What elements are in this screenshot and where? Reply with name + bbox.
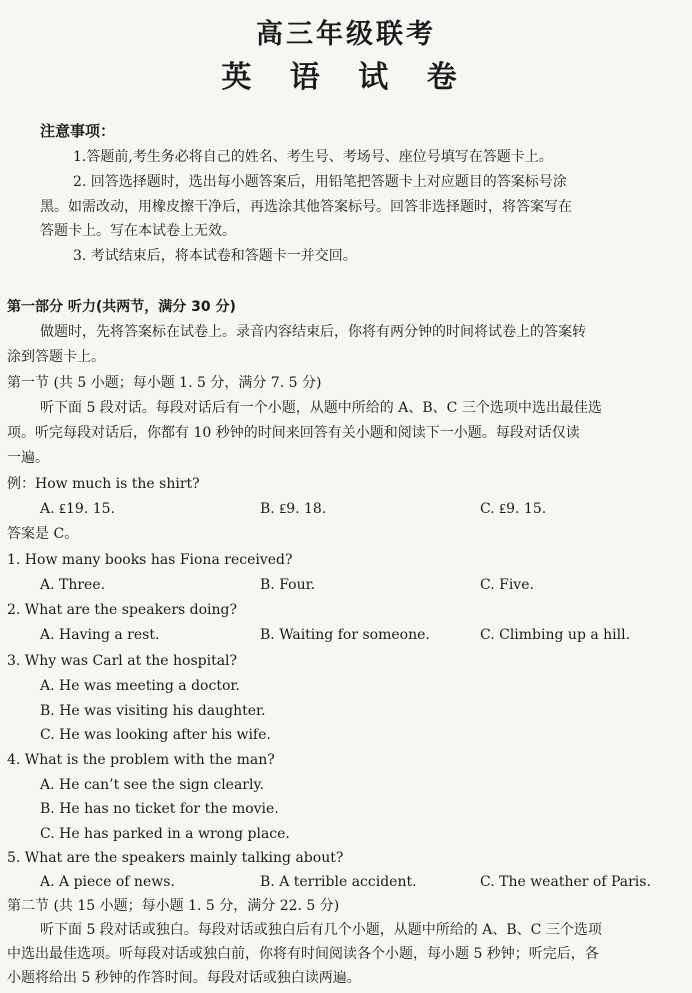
part1-heading: 第一部分 听力(共两节，满分 30 分) — [7, 299, 236, 315]
section2-intro-line-2: 中选出最佳选项。听每段对话或独白前，你将有时间阅读各个小题，每小题 5 秒钟；听完后，各 — [7, 946, 599, 962]
section2-intro-line-1: 听下面 5 段对话或独白。每段对话或独白后有几个小题，从题中所给的 A、B、C 三个选项 — [40, 922, 602, 938]
question-2-option-c: C. Climbing up a hill. — [480, 627, 631, 643]
question-4-option-c: C. He has parked in a wrong place. — [40, 826, 290, 842]
question-1-option-c: C. Five. — [480, 577, 534, 593]
question-5-option-c: C. The weather of Paris. — [480, 874, 651, 890]
question-2-option-b: B. Waiting for someone. — [260, 627, 430, 643]
example-option-c: C. ₤9. 15. — [480, 501, 547, 517]
question-3-option-b: B. He was visiting his daughter. — [40, 703, 266, 719]
example-answer: 答案是 C。 — [7, 526, 79, 542]
section1-heading: 第一节 (共 5 小题；每小题 1. 5 分，满分 7. 5 分) — [7, 375, 322, 391]
section2-heading: 第二节 (共 15 小题；每小题 1. 5 分，满分 22. 5 分) — [7, 898, 340, 914]
question-3-option-a: A. He was meeting a doctor. — [40, 678, 240, 694]
question-4-option-a: A. He can’t see the sign clearly. — [40, 777, 264, 793]
question-1-option-b: B. Four. — [260, 577, 316, 593]
question-1-option-a: A. Three. — [40, 577, 106, 593]
part1-intro-line-2: 涂到答题卡上。 — [7, 349, 105, 365]
question-5-option-b: B. A terrible accident. — [260, 874, 417, 890]
section1-intro-line-2: 项。听完每段对话后，你都有 10 秒钟的时间来回答有关小题和阅读下一小题。每段对话仅读 — [7, 425, 580, 441]
question-1: 1. How many books has Fiona received? — [7, 552, 293, 568]
exam-subject-title: 英 语 试 卷 — [221, 60, 471, 95]
question-4-option-b: B. He has no ticket for the movie. — [40, 801, 279, 817]
section1-intro-line-1: 听下面 5 段对话。每段对话后有一个小题，从题中所给的 A、B、C 三个选项中选出最佳选 — [40, 400, 602, 416]
question-2-option-a: A. Having a rest. — [40, 627, 160, 643]
notice-item-2-line-3: 答题卡上。写在本试卷上无效。 — [40, 223, 236, 239]
question-5: 5. What are the speakers mainly talking about? — [7, 850, 344, 866]
example-question: 例：How much is the shirt? — [7, 476, 200, 492]
example-option-b: B. ₤9. 18. — [260, 501, 327, 517]
question-3: 3. Why was Carl at the hospital? — [7, 653, 238, 669]
example-option-a: A. ₤19. 15. — [40, 501, 115, 517]
notice-item-2-line-2: 黑。如需改动，用橡皮擦干净后，再选涂其他答案标号。回答非选择题时，将答案写在 — [40, 199, 572, 215]
notice-item-1: 1.答题前,考生务必将自己的姓名、考生号、考场号、座位号填写在答题卡上。 — [73, 149, 553, 165]
part1-intro-line-1: 做题时，先将答案标在试卷上。录音内容结束后，你将有两分钟的时间将试卷上的答案转 — [40, 324, 586, 340]
question-3-option-c: C. He was looking after his wife. — [40, 727, 271, 743]
question-2: 2. What are the speakers doing? — [7, 602, 238, 618]
notice-item-3: 3. 考试结束后，将本试卷和答题卡一并交回。 — [73, 248, 357, 264]
notice-item-2-line-1: 2. 回答选择题时，选出每小题答案后，用铅笔把答题卡上对应题目的答案标号涂 — [73, 174, 567, 190]
exam-title: 高三年级联考 — [256, 19, 436, 50]
question-5-option-a: A. A piece of news. — [40, 874, 175, 890]
section1-intro-line-3: 一遍。 — [7, 450, 49, 466]
section2-intro-line-3: 小题将给出 5 秒钟的作答时间。每段对话或独白读两遍。 — [7, 970, 361, 986]
notice-heading: 注意事项： — [40, 122, 116, 140]
question-4: 4. What is the problem with the man? — [7, 752, 275, 768]
